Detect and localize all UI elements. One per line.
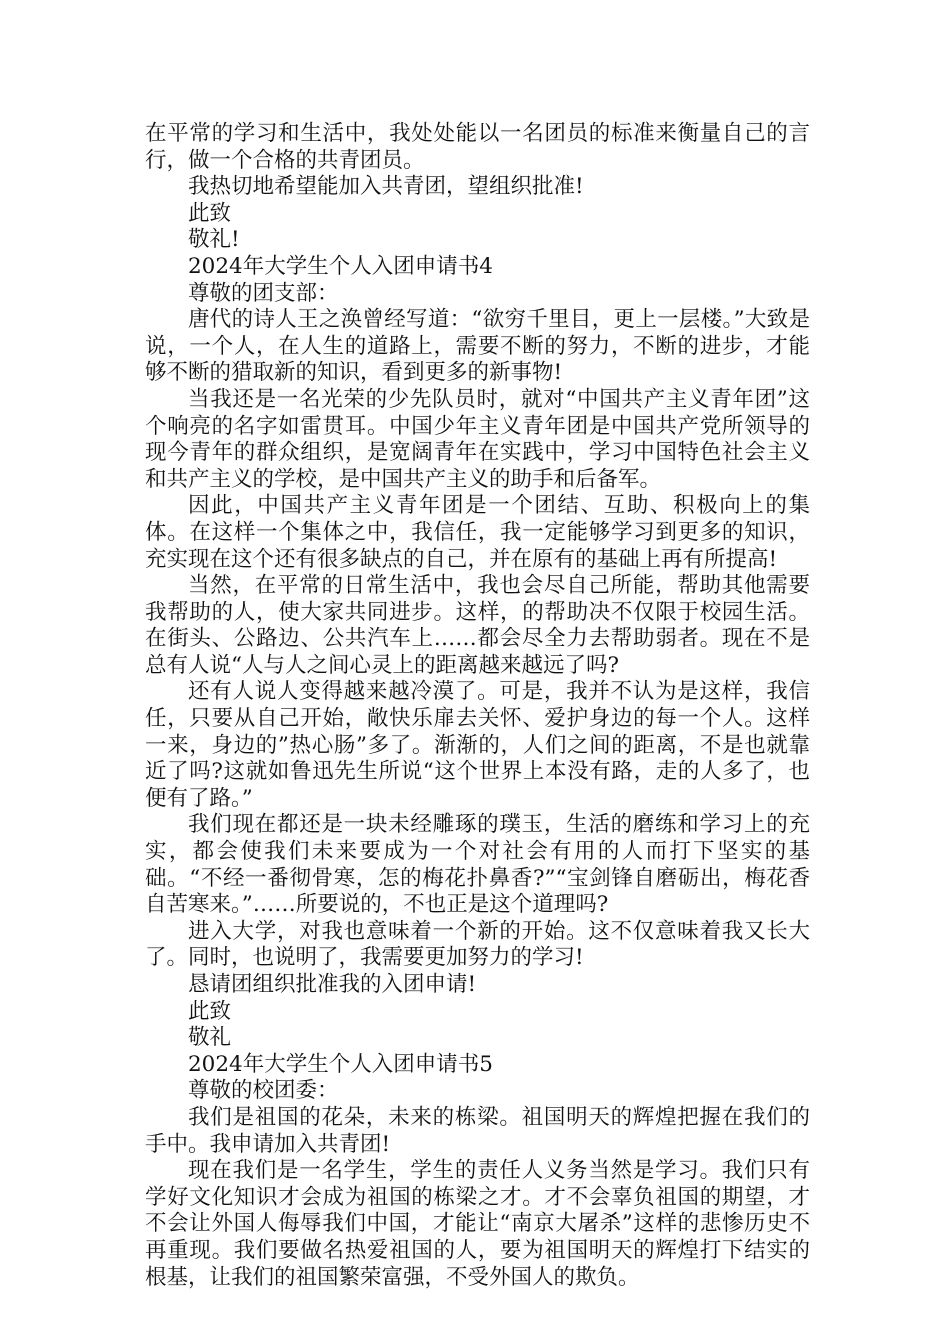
paragraph-continuation: 在平常的学习和生活中，我处处能以一名团员的标准来衡量自己的言行，做一个合格的共青团员。: [145, 121, 810, 173]
paragraph-collective: 因此，中国共产主义青年团是一个团结、互助、积极向上的集体。在这样一个集体之中，我信任，我一定能够学习到更多的知识，充实现在这个还有很多缺点的自己，并在原有的基础上再有所提高!: [145, 493, 810, 572]
section-title-5: 2024年大学生个人入团申请书5: [188, 1051, 493, 1077]
closing-jingli: 敬礼!: [188, 227, 240, 253]
paragraph-university: 进入大学，对我也意味着一个新的开始。这不仅意味着我又长大了。同时，也说明了，我需要更加努力的学习!: [145, 918, 810, 971]
paragraph-young-pioneer: 当我还是一名光荣的少先队员时，就对“中国共产主义青年团”这个响亮的名字如雷贯耳。中国少年主义青年团是中国共产党所领导的现今青年的群众组织，是宽阔青年在实践中，学习中国特色社会主义和共产主义的学校，是中国共产主义的助手和后备军。: [145, 386, 810, 492]
closing-cizhi: 此致: [188, 200, 232, 226]
paragraph-request: 恳请团组织批准我的入团申请!: [188, 972, 477, 997]
salutation-4: 尊敬的团支部：: [188, 280, 339, 306]
salutation-5: 尊敬的校团委：: [188, 1078, 339, 1104]
section-title-4: 2024年大学生个人入团申请书4: [188, 253, 493, 279]
closing-jingli-2: 敬礼: [188, 1025, 232, 1051]
paragraph-indifference: 还有人说人变得越来越冷漠了。可是，我并不认为是这样，我信任，只要从自己开始，敞快乐扉去关怀、爱护身边的每一个人。这样一来，身边的”热心肠”多了。渐渐的，人们之间的距离，不是也就靠近了吗?这就如鲁迅先生所说“这个世界上本没有路，走的人多了，也便有了路。”: [145, 679, 810, 811]
paragraph-jade: 我们现在都还是一块未经雕琢的璞玉，生活的磨练和学习上的充实，都会使我们未来要成为一个对社会有用的人而打下坚实的基础。“不经一番彻骨寒，怎的梅花扑鼻香?”“宝剑锋自磨砺出，梅花香自苦寒来。”……所要说的，不也正是这个道理吗?: [145, 812, 810, 918]
paragraph-poem: 唐代的诗人王之涣曾经写道：“欲穷千里目，更上一层楼。”大致是说，一个人，在人生的道路上，需要不断的努力，不断的进步，才能够不断的猎取新的知识，看到更多的新事物!: [145, 307, 810, 386]
paragraph-helping: 当然，在平常的日常生活中，我也会尽自己所能，帮助其他需要我帮助的人，使大家共同进步。这样，的帮助决不仅限于校园生活。在街头、公路边、公共汽车上……都会尽全力去帮助弱者。现在不是总有人说“人与人之间心灵上的距离越来越远了吗?: [145, 573, 810, 678]
paragraph-student-duty: 现在我们是一名学生，学生的责任人义务当然是学习。我们只有学好文化知识才会成为祖国的栋梁之才。才不会辜负祖国的期望，才不会让外国人侮辱我们中国，才能让“南京大屠杀”这样的悲惨历史不再重现。我们要做名热爱祖国的人，要为祖国明天的辉煌打下结实的根基，让我们的祖国繁荣富强，不受外国人的欺负。: [145, 1158, 810, 1290]
document-body: [145, 121, 810, 1291]
closing-cizhi-2: 此致: [188, 998, 232, 1024]
paragraph-hope: 我热切地希望能加入共青团，望组织批准!: [188, 174, 584, 200]
paragraph-flowers: 我们是祖国的花朵，未来的栋梁。祖国明天的辉煌把握在我们的手中。我申请加入共青团!: [145, 1104, 810, 1157]
